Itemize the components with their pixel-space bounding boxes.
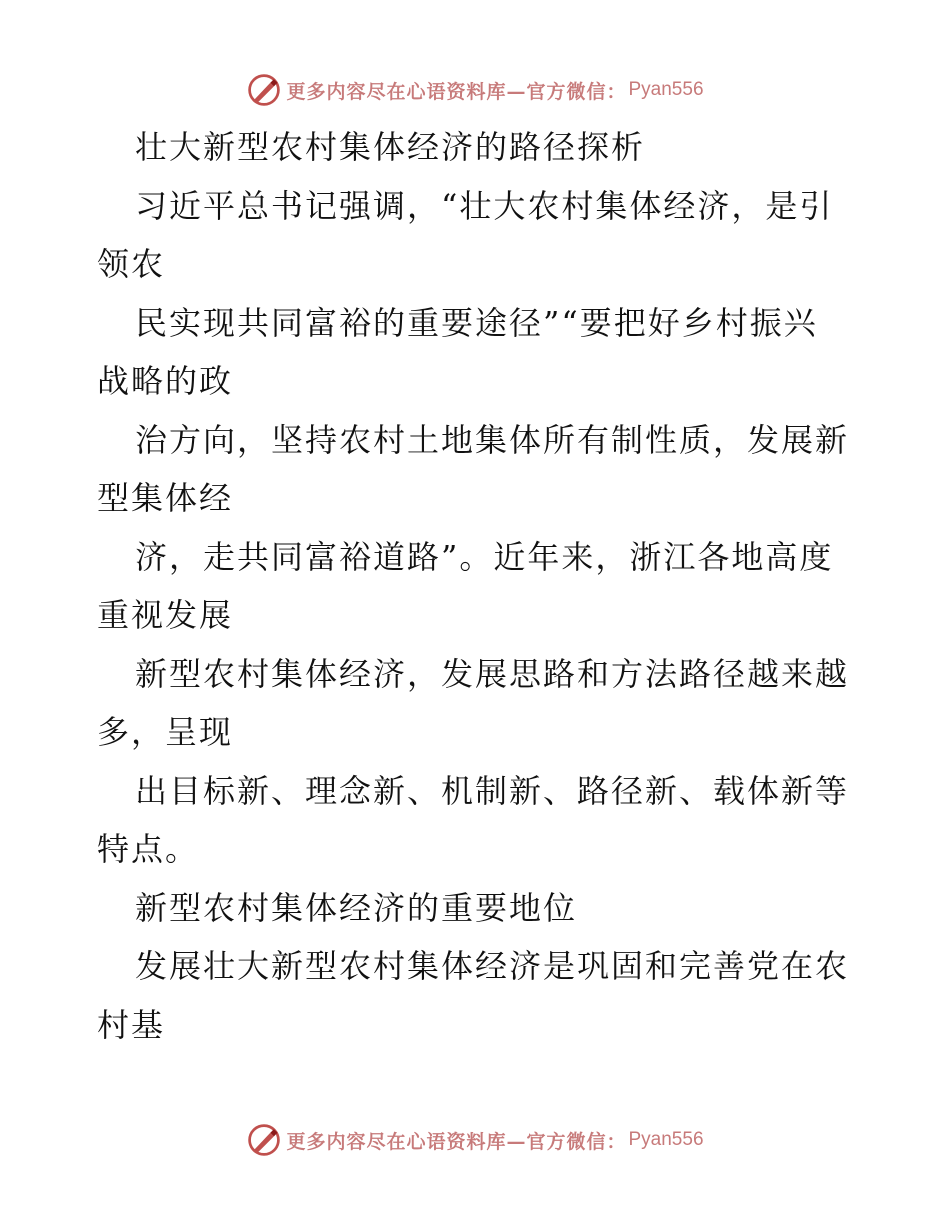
paragraph-line: 村基 bbox=[97, 1005, 166, 1044]
paragraph-line: 多，呈现 bbox=[97, 713, 234, 751]
paragraph-line: 重视发展 bbox=[97, 596, 234, 634]
paragraph-line: 战略的政 bbox=[97, 362, 234, 400]
paragraph-line: 型集体经 bbox=[97, 479, 234, 517]
paragraph-line: 新型农村集体经济，发展思路和方法路径越来越 bbox=[135, 654, 850, 693]
watermark-wechat-id: Pyan556 bbox=[628, 79, 704, 100]
watermark-text: 更多内容尽在心语资料库—官方微信： bbox=[286, 1130, 627, 1153]
paragraph-line: 治方向，坚持农村土地集体所有制性质，发展新 bbox=[135, 420, 850, 459]
document-title: 壮大新型农村集体经济的路径探析 bbox=[135, 128, 646, 166]
paragraph-line: 特点。 bbox=[97, 830, 200, 868]
pen-logo-icon bbox=[246, 72, 282, 108]
document-body bbox=[97, 118, 857, 1054]
paragraph-line: 发展壮大新型农村集体经济是巩固和完善党在农 bbox=[135, 947, 850, 985]
watermark-text: 更多内容尽在心语资料库—官方微信： bbox=[286, 80, 627, 103]
paragraph-line: 济，走共同富裕道路”。近年来，浙江各地高度 bbox=[135, 537, 834, 576]
paragraph-line: 出目标新、理念新、机制新、路径新、载体新等 bbox=[135, 771, 850, 810]
paragraph-line: 民实现共同富裕的重要途径”“要把好乡村振兴 bbox=[135, 303, 818, 342]
pen-logo-icon bbox=[246, 1122, 282, 1158]
section-heading: 新型农村集体经济的重要地位 bbox=[135, 888, 578, 927]
watermark-wechat-id: Pyan556 bbox=[628, 1129, 704, 1150]
footer-watermark bbox=[0, 1120, 950, 1160]
paragraph-line: 习近平总书记强调，“壮大农村集体经济，是引 bbox=[135, 186, 834, 225]
paragraph-line: 领农 bbox=[97, 245, 166, 283]
header-watermark bbox=[0, 70, 950, 110]
